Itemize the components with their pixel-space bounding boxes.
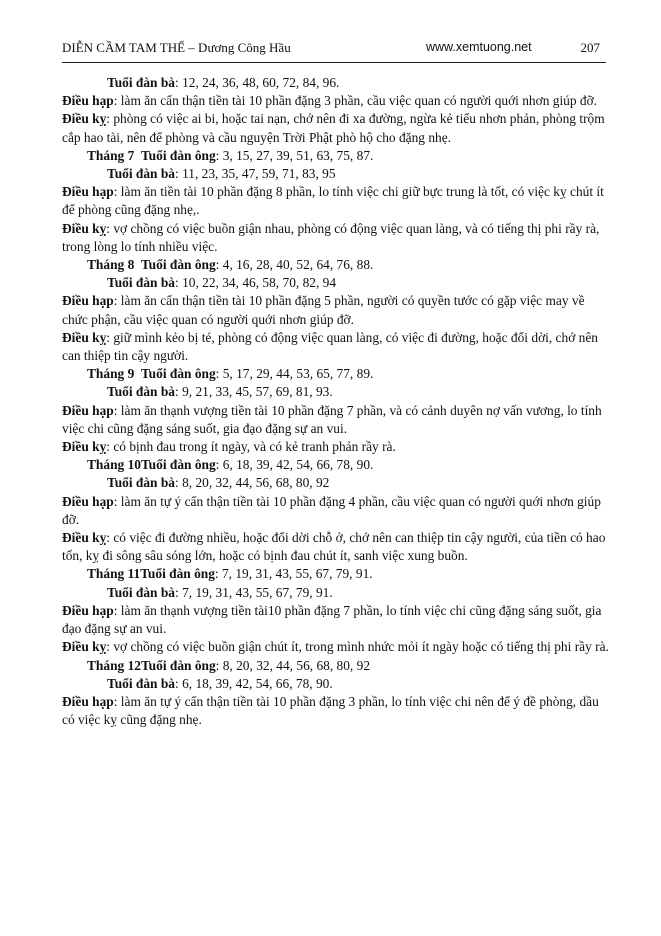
line-text: : có bịnh đau trong ít ngày, và có kẻ tranh phản rầy rà.	[106, 439, 396, 455]
month-label: Tháng 9	[87, 366, 135, 382]
line-label: Tuổi đàn ông	[140, 257, 216, 273]
book-title: DIỄN CẦM TAM THẾ – Dương Công Hầu	[62, 40, 291, 55]
line-label: Điều hạp	[62, 93, 114, 109]
line-text: : 7, 19, 31, 43, 55, 67, 79, 91.	[175, 584, 333, 600]
line-text: : làm ăn thạnh vượng tiền tài 10 phần đặng 7 phần, và có cảnh duyên nợ vấn vương, lo tính việc chi cũng đặng sáng suốt, gia đạo đặng sự an vui.	[62, 402, 602, 436]
line-text: : 8, 20, 32, 44, 56, 68, 80, 92	[215, 657, 371, 673]
line-text: : vợ chồng có việc buồn giận nhau, phòng có động việc quan làng, và có tiếng thị phi rầy rà, trong lòng lo tính nhiều việc.	[62, 220, 600, 254]
page-body	[62, 74, 610, 729]
line-text: : làm ăn tiền tài 10 phần đặng 8 phần, lo tính việc chi giữ bực trung là tốt, có việc kỵ chút ít để phòng cũng đặng nhẹ,.	[62, 184, 604, 218]
month-heading	[62, 147, 610, 165]
line-label: Tuổi đàn bà	[107, 275, 175, 291]
line-label: Tuổi đàn ông	[140, 657, 216, 673]
line-label: Điều kỵ	[62, 329, 107, 345]
line-text: : 5, 17, 29, 44, 53, 65, 77, 89.	[215, 366, 374, 382]
paragraph	[62, 92, 610, 110]
line-text: : 9, 21, 33, 45, 57, 69, 81, 93.	[175, 384, 333, 400]
line-text: : 7, 19, 31, 43, 55, 67, 79, 91.	[214, 566, 373, 582]
month-heading	[62, 256, 610, 274]
paragraph	[62, 638, 610, 656]
paragraph	[62, 292, 610, 328]
paragraph	[62, 438, 610, 456]
female-ages-line	[62, 274, 610, 292]
month-label: Tháng 11	[87, 566, 141, 582]
line-label: Điều kỵ	[62, 111, 107, 127]
line-text: : 4, 16, 28, 40, 52, 64, 76, 88.	[215, 257, 374, 273]
female-ages-line	[62, 474, 610, 492]
line-text: : làm ăn tự ý cẩn thận tiền tài 10 phần đặng 4 phần, cầu việc quan có người quới nhơn giúp đỡ.	[62, 493, 601, 527]
month-heading	[62, 456, 610, 474]
line-label: Tuổi đàn bà	[107, 675, 175, 691]
line-text: : vợ chồng có việc buồn giận chút ít, trong mình nhức mỏi ít ngày hoặc có tiếng thị phi rầy rà.	[106, 639, 609, 655]
line-label: Điều hạp	[62, 493, 114, 509]
line-label: Điều kỵ	[62, 639, 107, 655]
paragraph	[62, 220, 610, 256]
month-heading	[62, 365, 610, 383]
line-text: : giữ mình kẻo bị té, phòng có động việc quan làng, có việc đi đường, hoặc đổi dời, chớ nên can thiệp tin cậy người.	[62, 329, 598, 364]
month-heading	[62, 565, 610, 583]
page-header	[62, 40, 606, 63]
website-url[interactable]: www.xemtuong.net	[426, 40, 532, 54]
line-text: : 3, 15, 27, 39, 51, 63, 75, 87.	[215, 147, 374, 163]
line-label: Tuổi đàn bà	[107, 166, 175, 182]
line-text: : 8, 20, 32, 44, 56, 68, 80, 92	[175, 475, 330, 491]
paragraph	[62, 693, 610, 729]
line-text: : làm ăn cẩn thận tiền tài 10 phần đặng 3 phần, cầu việc quan có người quới nhơn giúp đỡ.	[113, 93, 598, 109]
line-text: : làm ăn cẩn thận tiền tài 10 phần đặng 5 phần, người có quyền tước có gặp việc may về chức phận, cầu việc quan có người quới nhơn giúp đỡ.	[62, 293, 585, 327]
paragraph	[62, 110, 610, 146]
line-label: Tuổi đàn bà	[107, 584, 175, 600]
line-label: Điều hạp	[62, 693, 114, 709]
line-text: : phòng có việc ai bi, hoặc tai nạn, chớ nên đi xa đường, ngừa kẻ tiểu nhơn phản, phòng trộm cắp hao tài, nên để phòng và cầu nguyện Trời Phật phò hộ cho đặng nhẹ.	[62, 111, 605, 145]
line-label: Tuổi đàn ông	[140, 457, 216, 473]
line-text: : 6, 18, 39, 42, 54, 66, 78, 90.	[215, 457, 374, 473]
line-text: : làm ăn thạnh vượng tiền tài10 phần đặng 7 phần, lo tính việc chi cũng đặng sáng suốt, gia đạo đặng sự an vui.	[62, 602, 602, 637]
month-heading	[62, 657, 610, 675]
page-number: 207	[580, 40, 600, 55]
line-text: : 11, 23, 35, 47, 59, 71, 83, 95	[175, 166, 336, 182]
paragraph	[62, 529, 610, 565]
line-text: : 10, 22, 34, 46, 58, 70, 82, 94	[175, 275, 337, 291]
line-text: : làm ăn tự ý cẩn thận tiền tài 10 phần đặng 3 phần, lo tính việc chi nên để ý đề phòng, dầu có việc kỵ cũng đặng nhẹ.	[62, 693, 599, 728]
line-label: Điều hạp	[62, 293, 114, 309]
line-label: Tuổi đàn bà	[107, 384, 175, 400]
paragraph	[62, 402, 610, 438]
line-label: Điều kỵ	[62, 220, 107, 236]
line-label: Tuổi đàn bà	[107, 475, 175, 491]
line-text: : 6, 18, 39, 42, 54, 66, 78, 90.	[175, 675, 333, 691]
line-text: : có việc đi đường nhiều, hoặc đổi dời chỗ ở, chớ nên can thiệp tin cậy người, của tiền có hao tốn, kỵ đi sông sâu sóng lớn, hoặc có bịnh đau chút ít, sanh việc xung buồn.	[62, 530, 606, 564]
paragraph	[62, 602, 610, 638]
paragraph	[62, 183, 610, 219]
line-label: Tuổi đàn ông	[140, 566, 215, 582]
line-label: Tuổi đàn ông	[140, 366, 216, 382]
month-label: Tháng 12	[87, 657, 141, 673]
paragraph	[62, 493, 610, 529]
line-label: Điều kỵ	[62, 439, 107, 455]
female-ages-line	[62, 74, 610, 92]
female-ages-line	[62, 584, 610, 602]
female-ages-line	[62, 165, 610, 183]
line-label: Điều hạp	[62, 402, 114, 418]
paragraph	[62, 329, 610, 365]
month-label: Tháng 8	[87, 257, 135, 273]
line-label: Tuổi đàn bà	[107, 75, 175, 90]
line-label: Tuổi đàn ông	[140, 147, 216, 163]
line-label: Điều hạp	[62, 184, 114, 200]
female-ages-line	[62, 675, 610, 693]
month-label: Tháng 10	[87, 457, 141, 473]
female-ages-line	[62, 383, 610, 401]
line-text: : 12, 24, 36, 48, 60, 72, 84, 96.	[175, 75, 340, 90]
line-label: Điều hạp	[62, 602, 114, 618]
month-label: Tháng 7	[87, 147, 135, 163]
line-label: Điều kỵ	[62, 530, 107, 546]
